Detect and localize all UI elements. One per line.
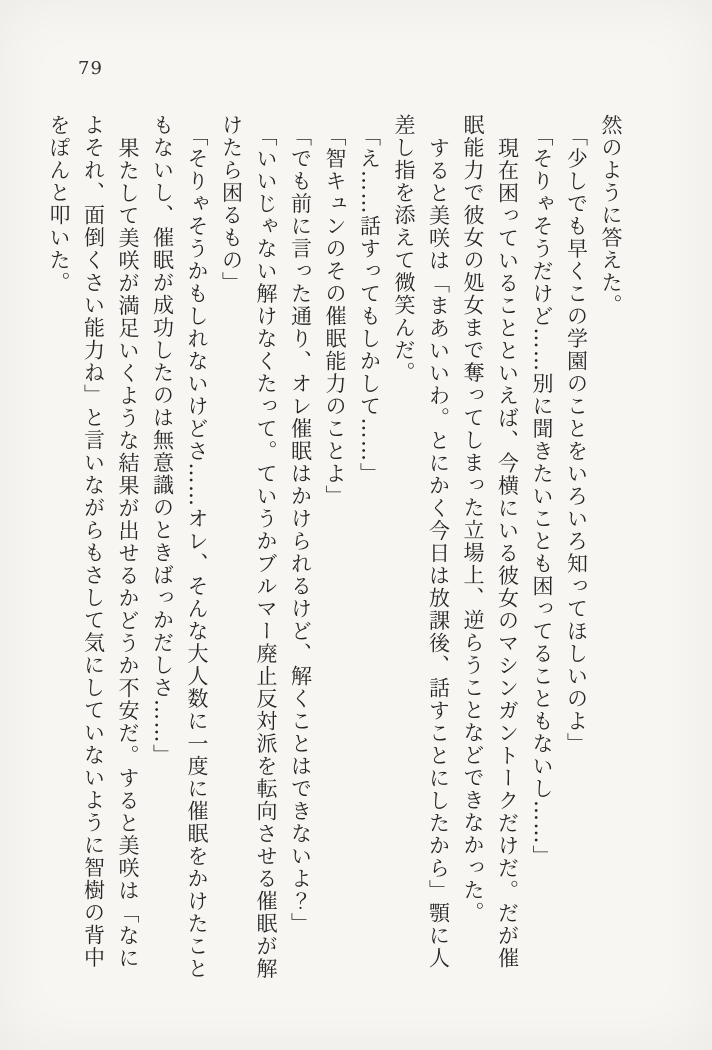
text-column: よそれ、面倒くさい能力ね」と言いながらもさして気にしていないように智樹の背中 (81, 114, 106, 969)
text-column: 「少しでも早くこの学園のことをいろいろ知ってほしいのよ」 (564, 125, 589, 755)
text-column: すると美咲は「まあいいわ。とにかく今日は放課後、話すことにしたから」顎に人 (426, 137, 451, 970)
text-column: 現在困っていることといえば、今横にいる彼女のマシンガントークだけだ。だが催 (495, 137, 520, 970)
text-column: 「そりゃそうかもしれないけどさ……オレ、そんな大人数に一度に催眠をかけたこと (185, 125, 209, 980)
text-block (42, 114, 629, 986)
text-column: 眠能力で彼女の処女まで奪ってしまった立場上、逆らうことなどできなかった。 (461, 114, 485, 924)
text-column: 差し指を添えて微笑んだ。 (392, 114, 416, 384)
text-column: 果たして美咲が満足いくような結果が出せるかどうか不安だ。すると美咲は「なに (116, 137, 140, 970)
text-column: 「いいじゃない解けなくたって。ていうかブルマー廃止反対派を転向させる催眠が解 (254, 125, 278, 980)
text-column: もないし、催眠が成功したのは無意識のときばっかだしさ……」 (150, 114, 175, 767)
text-column: けたら困るもの」 (219, 114, 244, 294)
text-column: 「え……話すってもしかして……」 (357, 125, 382, 485)
text-column: 「智キュンのその催眠能力のことよ」 (323, 125, 347, 508)
page-number: 79 (78, 58, 103, 79)
text-column: 然のように答えた。 (599, 114, 623, 317)
text-column: をぽんと叩いた。 (47, 114, 71, 294)
text-column: 「そりゃそうだけど……別に聞きたいことも困ってることもないし……」 (530, 125, 554, 868)
text-column: 「でも前に言った通り、オレ催眠はかけられるけど、解くことはできないよ？」 (288, 125, 313, 935)
